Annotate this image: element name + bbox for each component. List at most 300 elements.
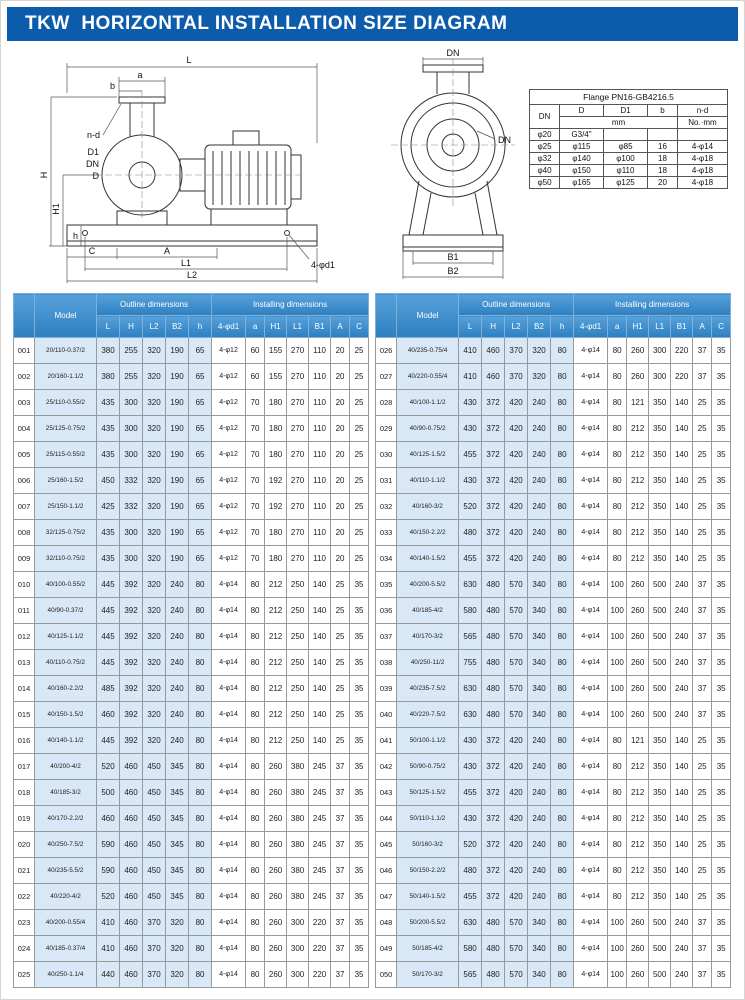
value-cell: 140 [671, 884, 693, 910]
col-header-L: L [459, 316, 482, 338]
value-cell: 37 [331, 936, 350, 962]
value-cell: 460 [120, 936, 143, 962]
value-cell: 110 [309, 520, 331, 546]
value-cell: 80 [246, 650, 265, 676]
value-cell: 121 [627, 728, 649, 754]
value-cell: 25 [693, 858, 712, 884]
value-cell: 25 [331, 728, 350, 754]
value-cell: 320 [143, 728, 166, 754]
value-cell: 80 [246, 754, 265, 780]
value-cell: 4-φ14 [574, 468, 608, 494]
value-cell: 372 [482, 884, 505, 910]
value-cell: 18 [648, 153, 678, 165]
value-cell: 630 [459, 702, 482, 728]
dim-label-DN: DN [86, 159, 99, 169]
value-cell: 300 [120, 520, 143, 546]
value-cell: 4-φ12 [212, 520, 246, 546]
value-cell: 240 [671, 624, 693, 650]
value-cell: 430 [459, 468, 482, 494]
value-cell: 80 [551, 832, 574, 858]
value-cell: 212 [627, 754, 649, 780]
value-cell: 250 [287, 598, 309, 624]
col-header-h: h [551, 316, 574, 338]
value-cell: 37 [693, 650, 712, 676]
table-row [376, 416, 731, 442]
value-cell: 300 [120, 390, 143, 416]
row-index-cell: 011 [14, 598, 35, 624]
value-cell: 300 [649, 338, 671, 364]
value-cell: 25 [350, 546, 369, 572]
value-cell: 80 [551, 598, 574, 624]
value-cell: 65 [189, 364, 212, 390]
value-cell: 35 [350, 598, 369, 624]
value-cell: 25 [350, 416, 369, 442]
value-cell: 20 [331, 442, 350, 468]
value-cell: 435 [97, 390, 120, 416]
value-cell: 410 [459, 364, 482, 390]
value-cell: 350 [649, 832, 671, 858]
table-row [14, 494, 369, 520]
value-cell: 4-φ14 [574, 520, 608, 546]
value-cell: 65 [189, 468, 212, 494]
flange-unit-no-mm: No.·mm [678, 117, 728, 129]
model-cell: 40/200-0.55/4 [35, 910, 97, 936]
value-cell: 190 [166, 468, 189, 494]
col-header-A: A [693, 316, 712, 338]
value-cell: 80 [246, 832, 265, 858]
value-cell: 80 [551, 936, 574, 962]
value-cell: 190 [166, 494, 189, 520]
value-cell: 4-φ14 [574, 650, 608, 676]
value-cell: 380 [287, 780, 309, 806]
col-header-B1: B1 [309, 316, 331, 338]
value-cell: 212 [265, 624, 287, 650]
value-cell: 80 [551, 364, 574, 390]
value-cell: 80 [608, 546, 627, 572]
model-cell: 25/160-1.5/2 [35, 468, 97, 494]
value-cell: 18 [648, 165, 678, 177]
value-cell: 570 [505, 572, 528, 598]
value-cell: 140 [671, 754, 693, 780]
value-cell: 372 [482, 416, 505, 442]
model-cell: 32/125-0.75/2 [35, 520, 97, 546]
value-cell: 480 [459, 858, 482, 884]
value-cell: 345 [166, 884, 189, 910]
value-cell: 392 [120, 572, 143, 598]
value-cell: 630 [459, 572, 482, 598]
value-cell: 35 [712, 598, 731, 624]
value-cell: 320 [143, 494, 166, 520]
row-index-cell: 039 [376, 676, 397, 702]
value-cell: 25 [350, 442, 369, 468]
value-cell: 37 [693, 598, 712, 624]
value-cell: 180 [265, 546, 287, 572]
value-cell: 255 [120, 338, 143, 364]
value-cell: 480 [482, 598, 505, 624]
value-cell: 212 [627, 806, 649, 832]
value-cell: 140 [671, 416, 693, 442]
value-cell: 25 [693, 780, 712, 806]
value-cell: 25 [693, 468, 712, 494]
dim-label-A: A [163, 246, 171, 256]
value-cell: 20 [331, 364, 350, 390]
value-cell: 37 [331, 884, 350, 910]
table-row [376, 338, 731, 364]
value-cell: 212 [265, 650, 287, 676]
value-cell: 16 [648, 141, 678, 153]
value-cell: 420 [505, 468, 528, 494]
table-row [14, 676, 369, 702]
value-cell: 4-φ14 [212, 754, 246, 780]
value-cell: 450 [143, 884, 166, 910]
value-cell: 4-φ14 [574, 780, 608, 806]
row-index-cell: 010 [14, 572, 35, 598]
value-cell: 60 [246, 338, 265, 364]
value-cell: 80 [551, 884, 574, 910]
value-cell: 320 [528, 364, 551, 390]
model-col-header: Model [35, 294, 97, 338]
value-cell: 100 [608, 572, 627, 598]
value-cell: 65 [189, 494, 212, 520]
value-cell: 190 [166, 442, 189, 468]
value-cell: 155 [265, 338, 287, 364]
value-cell: 140 [671, 728, 693, 754]
model-cell: 40/200-4/2 [35, 754, 97, 780]
row-index-cell: 033 [376, 520, 397, 546]
table-row [14, 416, 369, 442]
value-cell: 37 [693, 936, 712, 962]
value-cell: 320 [143, 442, 166, 468]
value-cell: 35 [350, 624, 369, 650]
row-index-cell: 028 [376, 390, 397, 416]
row-index-cell: 017 [14, 754, 35, 780]
value-cell: 590 [97, 832, 120, 858]
row-index-cell: 001 [14, 338, 35, 364]
value-cell: 25 [350, 494, 369, 520]
value-cell: 420 [505, 832, 528, 858]
value-cell: 260 [265, 832, 287, 858]
value-cell: 240 [671, 702, 693, 728]
value-cell: 240 [671, 598, 693, 624]
value-cell: 460 [97, 702, 120, 728]
value-cell: 260 [627, 598, 649, 624]
value-cell: 80 [189, 806, 212, 832]
value-cell: 300 [120, 546, 143, 572]
value-cell: 80 [608, 806, 627, 832]
table-row [14, 520, 369, 546]
value-cell: 580 [459, 598, 482, 624]
row-index-cell: 018 [14, 780, 35, 806]
value-cell: 4-φ14 [574, 494, 608, 520]
col-header-L2: L2 [505, 316, 528, 338]
value-cell: 140 [309, 676, 331, 702]
table-row [376, 364, 731, 390]
table-row [14, 546, 369, 572]
value-cell: 260 [627, 936, 649, 962]
row-index-cell: 003 [14, 390, 35, 416]
value-cell: 80 [551, 702, 574, 728]
value-cell: 80 [608, 338, 627, 364]
value-cell: 35 [350, 702, 369, 728]
dim-label-C: C [88, 246, 96, 256]
value-cell: 500 [97, 780, 120, 806]
value-cell: 372 [482, 728, 505, 754]
value-cell: 270 [287, 442, 309, 468]
value-cell: 4-φ14 [574, 572, 608, 598]
value-cell: 4-φ14 [212, 728, 246, 754]
table-row [376, 910, 731, 936]
value-cell: 100 [608, 910, 627, 936]
model-cell: 40/220-0.55/4 [397, 364, 459, 390]
value-cell: 4-φ12 [212, 468, 246, 494]
row-index-cell: 046 [376, 858, 397, 884]
col-header-a: a [608, 316, 627, 338]
value-cell: 140 [671, 858, 693, 884]
row-index-cell: 044 [376, 806, 397, 832]
value-cell: 4-φ14 [574, 728, 608, 754]
value-cell: 350 [649, 728, 671, 754]
model-cell: 40/100-1.1/2 [397, 390, 459, 416]
value-cell: 455 [459, 442, 482, 468]
value-cell: 250 [287, 650, 309, 676]
value-cell: 240 [528, 494, 551, 520]
value-cell: 140 [671, 806, 693, 832]
value-cell: 320 [143, 702, 166, 728]
page-title: TKW HORIZONTAL INSTALLATION SIZE DIAGRAM [25, 13, 508, 34]
value-cell: 100 [608, 624, 627, 650]
value-cell: 460 [120, 780, 143, 806]
value-cell: 65 [189, 442, 212, 468]
value-cell: 520 [459, 494, 482, 520]
value-cell: 410 [97, 936, 120, 962]
spec-table-left [13, 293, 369, 988]
value-cell: 4-φ14 [574, 676, 608, 702]
value-cell: 480 [482, 572, 505, 598]
value-cell: 520 [97, 754, 120, 780]
table-row [14, 728, 369, 754]
value-cell: 320 [143, 546, 166, 572]
value-cell: 110 [309, 494, 331, 520]
value-cell: 380 [287, 832, 309, 858]
table-row [14, 962, 369, 988]
value-cell: 100 [608, 598, 627, 624]
value-cell: 445 [97, 624, 120, 650]
dim-label-a: a [137, 70, 143, 80]
row-index-cell: 012 [14, 624, 35, 650]
value-cell: 345 [166, 858, 189, 884]
value-cell: 80 [551, 390, 574, 416]
value-cell: 270 [287, 494, 309, 520]
value-cell: 250 [287, 702, 309, 728]
value-cell: 80 [189, 624, 212, 650]
table-row [14, 884, 369, 910]
value-cell: 340 [528, 598, 551, 624]
col-header-H1: H1 [265, 316, 287, 338]
model-cell: 40/90-0.37/2 [35, 598, 97, 624]
value-cell: 4-φ14 [212, 702, 246, 728]
value-cell: 80 [608, 364, 627, 390]
value-cell: 35 [712, 650, 731, 676]
table-row [530, 153, 728, 165]
title-bar [7, 7, 738, 41]
row-index-cell: 043 [376, 780, 397, 806]
value-cell: 372 [482, 468, 505, 494]
value-cell: 240 [528, 468, 551, 494]
flange-col-header-dn: DN [530, 105, 560, 129]
value-cell: 4-φ14 [574, 754, 608, 780]
model-cell: 50/185-4/2 [397, 936, 459, 962]
value-cell: 212 [265, 572, 287, 598]
value-cell: 435 [97, 520, 120, 546]
value-cell: 100 [608, 962, 627, 988]
model-cell: 40/235-0.75/4 [397, 338, 459, 364]
value-cell: 70 [246, 416, 265, 442]
value-cell: 80 [551, 624, 574, 650]
col-header-L1: L1 [649, 316, 671, 338]
value-cell: 4-φ18 [678, 165, 728, 177]
col-header-L: L [97, 316, 120, 338]
row-index-cell: 004 [14, 416, 35, 442]
value-cell: 37 [331, 962, 350, 988]
value-cell: 240 [528, 754, 551, 780]
table-row [376, 390, 731, 416]
value-cell: 380 [97, 364, 120, 390]
value-cell: 80 [246, 962, 265, 988]
value-cell: φ115 [560, 141, 604, 153]
value-cell: 4-φ14 [574, 390, 608, 416]
value-cell: 500 [649, 962, 671, 988]
model-cell: 40/200-5.5/2 [397, 572, 459, 598]
value-cell: 250 [287, 624, 309, 650]
value-cell: 80 [189, 910, 212, 936]
table-row [530, 129, 728, 141]
value-cell: 180 [265, 416, 287, 442]
dn-cell: φ40 [530, 165, 560, 177]
value-cell: 270 [287, 520, 309, 546]
table-row [14, 650, 369, 676]
value-cell: 320 [143, 416, 166, 442]
value-cell: 80 [551, 650, 574, 676]
dim-label-D1: D1 [87, 147, 99, 157]
table-row [14, 624, 369, 650]
value-cell: 80 [246, 806, 265, 832]
row-index-cell: 015 [14, 702, 35, 728]
value-cell: 110 [309, 468, 331, 494]
side-view-drawing [37, 47, 369, 289]
value-cell: 110 [309, 416, 331, 442]
value-cell: 37 [331, 910, 350, 936]
value-cell: 370 [143, 936, 166, 962]
value-cell: 100 [608, 702, 627, 728]
value-cell: φ165 [560, 177, 604, 189]
value-cell: 35 [712, 936, 731, 962]
dim-label-D: D [92, 171, 99, 181]
value-cell: 80 [608, 780, 627, 806]
value-cell: 35 [712, 962, 731, 988]
value-cell: 60 [246, 364, 265, 390]
table-row [376, 468, 731, 494]
value-cell: 260 [265, 962, 287, 988]
dim-label-L1: L1 [180, 258, 192, 268]
col-header-C: C [350, 316, 369, 338]
table-row [376, 780, 731, 806]
value-cell: 80 [189, 572, 212, 598]
value-cell: 370 [505, 338, 528, 364]
model-cell: 40/250-11/2 [397, 650, 459, 676]
value-cell: 345 [166, 754, 189, 780]
value-cell: 80 [551, 962, 574, 988]
value-cell: 4-φ14 [574, 962, 608, 988]
dim-label-4-phi-d1: 4-φd1 [311, 260, 335, 270]
value-cell: 270 [287, 416, 309, 442]
model-cell: 40/140-1.1/2 [35, 728, 97, 754]
value-cell: 4-φ14 [212, 676, 246, 702]
value-cell: 4-φ14 [574, 910, 608, 936]
value-cell: 450 [143, 832, 166, 858]
value-cell: 37 [693, 572, 712, 598]
value-cell: 4-φ14 [678, 141, 728, 153]
value-cell: 4-φ14 [574, 884, 608, 910]
value-cell: 140 [671, 546, 693, 572]
value-cell: 480 [482, 910, 505, 936]
value-cell: 590 [97, 858, 120, 884]
value-cell: 340 [528, 624, 551, 650]
value-cell: 35 [712, 806, 731, 832]
value-cell: 35 [350, 780, 369, 806]
value-cell: 80 [551, 442, 574, 468]
value-cell: 80 [551, 676, 574, 702]
value-cell: 25 [693, 728, 712, 754]
flange-col-header-nd: n-d [678, 105, 728, 117]
row-index-cell: 049 [376, 936, 397, 962]
row-index-cell: 035 [376, 572, 397, 598]
value-cell: 240 [166, 650, 189, 676]
table-row [376, 858, 731, 884]
value-cell: 260 [627, 364, 649, 390]
value-cell: 320 [166, 936, 189, 962]
value-cell: 25 [331, 702, 350, 728]
value-cell: 70 [246, 390, 265, 416]
value-cell: 350 [649, 468, 671, 494]
value-cell: 25 [693, 520, 712, 546]
value-cell: 35 [350, 832, 369, 858]
model-cell: 40/185-3/2 [35, 780, 97, 806]
model-cell: 40/220-4/2 [35, 884, 97, 910]
value-cell: 80 [608, 884, 627, 910]
value-cell: 80 [608, 390, 627, 416]
value-cell: 460 [120, 858, 143, 884]
value-cell: 430 [459, 728, 482, 754]
value-cell: 380 [287, 806, 309, 832]
value-cell: 4-φ12 [212, 494, 246, 520]
value-cell: 240 [528, 546, 551, 572]
model-cell: 32/110-0.75/2 [35, 546, 97, 572]
value-cell: 4-φ14 [212, 806, 246, 832]
value-cell: 35 [712, 520, 731, 546]
value-cell: 420 [505, 546, 528, 572]
row-index-cell: 020 [14, 832, 35, 858]
table-row [376, 936, 731, 962]
model-cell: 40/170-2.2/2 [35, 806, 97, 832]
value-cell: 80 [608, 728, 627, 754]
value-cell: 372 [482, 806, 505, 832]
value-cell: 420 [505, 520, 528, 546]
value-cell: 4-φ14 [574, 936, 608, 962]
value-cell: 570 [505, 624, 528, 650]
row-index-cell: 038 [376, 650, 397, 676]
value-cell: 240 [166, 598, 189, 624]
spec-tables-section [13, 293, 731, 988]
